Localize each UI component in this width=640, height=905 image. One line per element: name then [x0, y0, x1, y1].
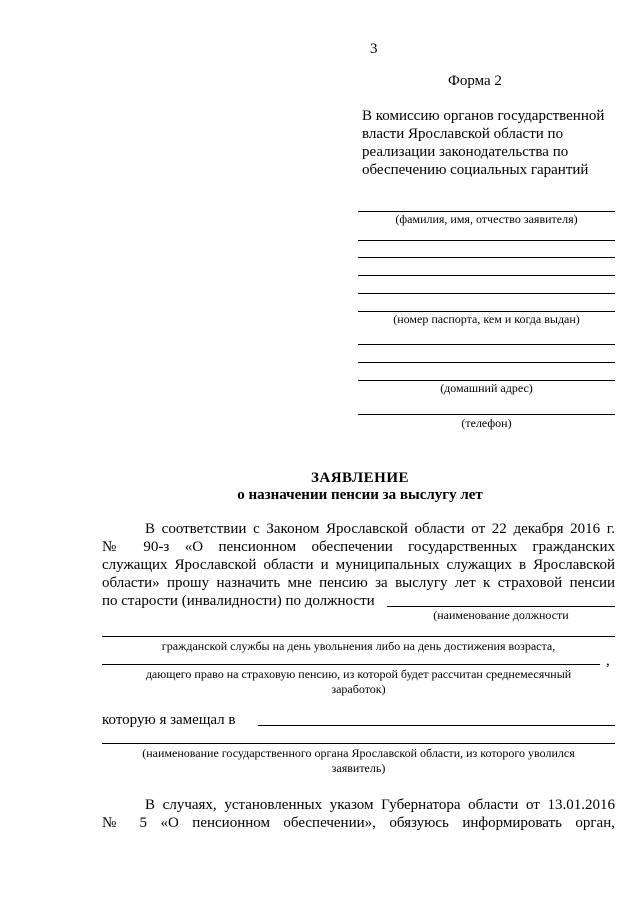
- addressee-line: обеспечению социальных гарантий: [362, 162, 589, 178]
- blank-line[interactable]: [358, 275, 615, 276]
- para1-line: В соответствии с Законом Ярославской области от 22 декабря 2016 г.: [145, 521, 615, 537]
- para1-line: № 90-з «О пенсионном обеспечении государственных гражданских: [102, 539, 615, 555]
- document-title: ЗАЯВЛЕНИЕ: [310, 470, 410, 486]
- passport-caption: (номер паспорта, кем и когда выдан): [393, 312, 580, 326]
- position-field-line[interactable]: [387, 606, 615, 607]
- position-caption-3: дающего право на страховую пенсию, из которой будет рассчитан среднемесячный: [145, 667, 572, 681]
- blank-line[interactable]: [358, 362, 615, 363]
- served-label: которую я замещал в: [102, 712, 236, 728]
- form-label: Форма 2: [448, 73, 502, 89]
- blank-line[interactable]: [358, 240, 615, 241]
- para2-line: В случаях, установленных указом Губернатора области от 13.01.2016: [145, 797, 615, 813]
- para1-line: области» прошу назначить мне пенсию за выслугу лет к страховой пенсии: [102, 575, 615, 591]
- addressee-line: реализации законодательства по: [362, 144, 569, 160]
- address-caption: (домашний адрес): [440, 381, 533, 395]
- position-caption-3b: заработок): [331, 682, 386, 696]
- addressee-line: власти Ярославской области по: [362, 126, 564, 142]
- page-number: 3: [370, 41, 378, 57]
- organ-caption-b: заявитель): [331, 761, 386, 775]
- blank-line[interactable]: [358, 344, 615, 345]
- organ-field-line-2[interactable]: [102, 743, 615, 744]
- document-subtitle: о назначении пенсии за выслугу лет: [237, 487, 483, 503]
- organ-field-line[interactable]: [258, 725, 615, 726]
- para2-line: № 5 «О пенсионном обеспечении», обязуюсь информировать орган,: [102, 815, 615, 831]
- phone-field-line[interactable]: [358, 414, 615, 415]
- position-field-line-2[interactable]: [102, 636, 615, 637]
- addressee-line: В комиссию органов государственной: [362, 108, 605, 124]
- para1-line: по старости (инвалидности) по должности: [102, 593, 375, 609]
- organ-caption: (наименование государственного органа Ярославской области, из которого уволился: [142, 746, 575, 760]
- position-field-line-3[interactable]: [102, 664, 600, 665]
- phone-caption: (телефон): [461, 416, 512, 430]
- comma: ,: [606, 653, 610, 669]
- blank-line[interactable]: [358, 293, 615, 294]
- position-caption-2: гражданской службы на день увольнения либо на день достижения возраста,: [161, 639, 556, 653]
- position-caption: (наименование должности: [433, 608, 569, 622]
- addressee-block: [362, 107, 622, 179]
- para1-line: служащих Ярославской области и муниципальных служащих в Ярославской: [102, 557, 615, 573]
- fio-caption: (фамилия, имя, отчество заявителя): [395, 212, 578, 226]
- blank-line[interactable]: [358, 257, 615, 258]
